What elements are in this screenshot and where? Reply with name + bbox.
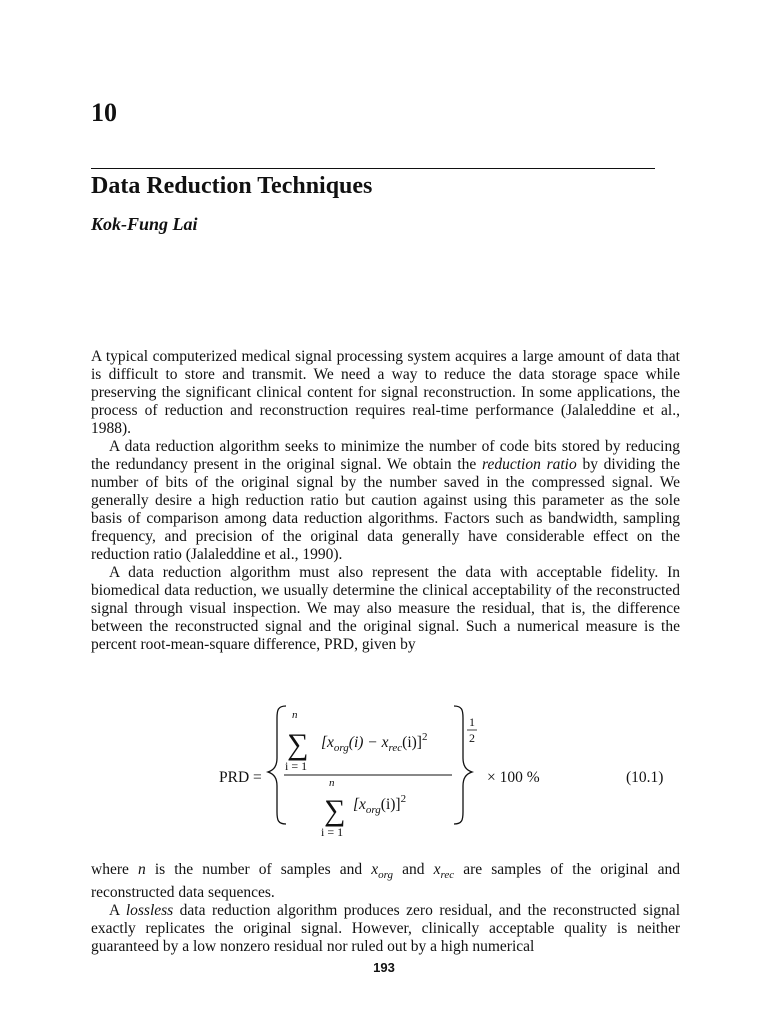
paragraph-2-text-a: A data reduction algorithm seeks to minimize the number of code bits stored by reducing the redundancy present in the original signal. We obtain the	[91, 438, 680, 473]
chapter-number: 10	[91, 98, 117, 127]
paragraph-1: A typical computerized medical signal processing system acquires a large amount of data that is difficult to store and transmit. We need a way to reduce the data storage space while preserving the significant clinical content for signal reconstruction. In some applications, the process of reduction and reconstruction requires real-time performance (Jalaleddine et al., 1988).	[91, 348, 680, 437]
body-text-bottom	[91, 861, 680, 956]
denominator-term: $[x_{org}(i)]^2$	[353, 793, 407, 816]
left-brace	[268, 706, 286, 824]
times-100-percent: × 100 %	[487, 769, 540, 786]
num-sum-lower: i = 1	[285, 759, 308, 773]
exponent-denominator: 2	[469, 731, 475, 745]
equation-svg	[91, 700, 680, 840]
equation-prd	[91, 700, 680, 840]
paragraph-4: where n is the number of samples and $x_{org}$ and $x_{rec}$ are samples of the original and reconstructed data sequences.	[91, 861, 680, 902]
equation-label: (10.1)	[626, 769, 664, 786]
paragraph-5: A lossless data reduction algorithm produces zero residual, and the reconstructed signal exactly replicates the original signal. However, clinically acceptable quality is neither guaranteed by a low nonzero residual nor ruled out by a high numerical	[91, 902, 680, 956]
exponent-numerator: 1	[469, 715, 475, 729]
reduction-ratio-term: reduction ratio	[482, 456, 577, 473]
page-number: 193	[373, 960, 395, 975]
den-sum-lower: i = 1	[321, 825, 344, 839]
chapter-title: Data Reduction Techniques	[91, 173, 373, 199]
den-sum-upper: n	[329, 777, 335, 789]
num-sum-upper: n	[292, 709, 298, 721]
paragraph-2	[91, 438, 680, 564]
paragraph-3: A data reduction algorithm must also represent the data with acceptable fidelity. In biomedical data reduction, we usually determine the clinical acceptability of the reconstructed signal through visual inspection. We may also measure the residual, that is, the difference between the reconstructed signal and the original signal. Such a numerical measure is the percent root-mean-square difference, PRD, given by	[91, 564, 680, 653]
variable-x-org: $x_{org}$	[371, 861, 394, 882]
lossless-term: lossless	[125, 902, 174, 920]
variable-x-rec: $x_{rec}$	[433, 861, 455, 882]
paragraph-2-text-b: by dividing the number of bits of the original signal by the number saved in the compressed signal. We generally desire a high reduction ratio but caution against using this parameter as the sole basis of comparison among data reduction algorithms. Factors such as bandwidth, sampling frequency, and precision of the original data generally have considerable effect on the reduction ratio (Jalaleddine et al., 1990).	[91, 456, 680, 563]
prd-lhs: PRD =	[219, 769, 262, 786]
numerator-term: $[x_{org}(i) - x_{rec}(i)]^2$	[321, 731, 428, 754]
title-rule	[91, 168, 655, 169]
variable-n: n	[137, 861, 146, 878]
body-text-top	[91, 348, 680, 654]
chapter-author: Kok-Fung Lai	[91, 214, 198, 234]
den-sigma: ∑	[324, 794, 346, 827]
num-sigma: ∑	[287, 728, 309, 761]
